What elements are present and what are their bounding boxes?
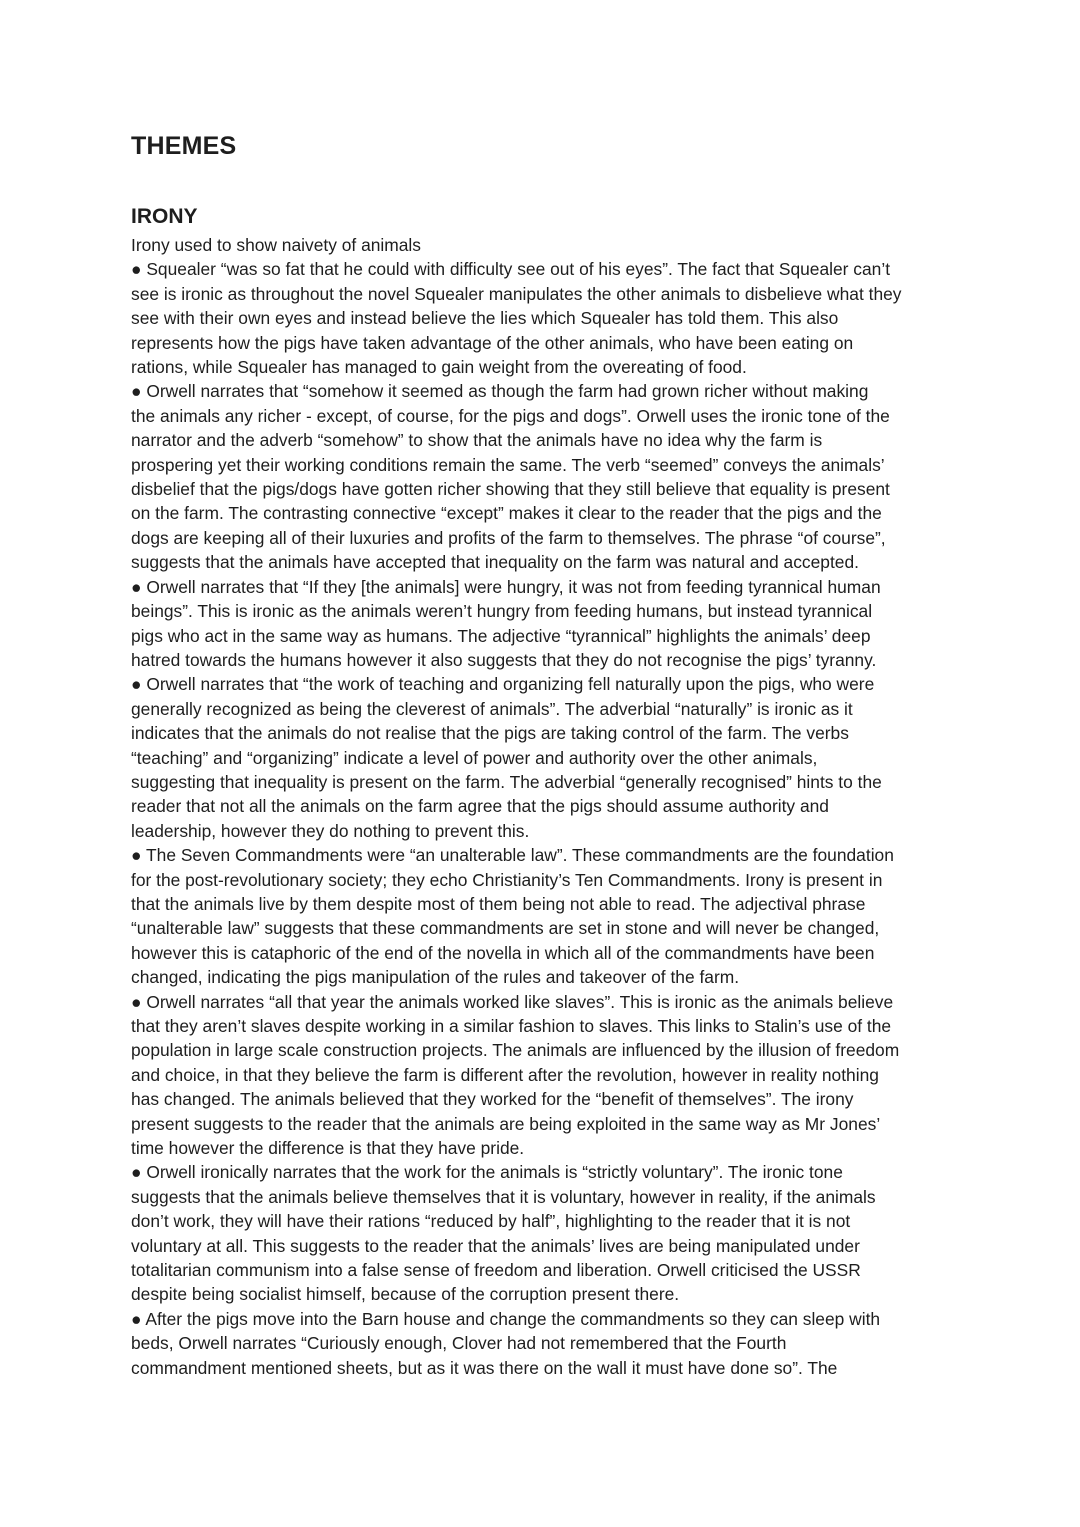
bullet-paragraph xyxy=(131,672,961,843)
paragraph-line: commandment mentioned sheets, but as it was there on the wall it must have done so”. The xyxy=(131,1357,838,1378)
bullet-paragraph xyxy=(131,257,961,379)
paragraph-line: for the post-revolutionary society; they echo Christianity’s Ten Commandments. Irony is present in xyxy=(131,869,883,890)
paragraph-line: that the animals live by them despite most of them being not able to read. The adjectival phrase xyxy=(131,893,866,914)
paragraph-line: represents how the pigs have taken advantage of the other animals, who have been eating on xyxy=(131,332,854,353)
paragraph-line: narrator and the adverb “somehow” to show that the animals have no idea why the farm is xyxy=(131,430,823,451)
section-heading: IRONY xyxy=(131,205,198,228)
paragraph-line: ● Squealer “was so fat that he could with difficulty see out of his eyes”. The fact that Squealer can’t xyxy=(131,259,891,280)
paragraph-line: present suggests to the reader that the animals are being exploited in the same way as Mr Jones’ xyxy=(131,1113,881,1134)
paragraph-line: changed, indicating the pigs manipulation of the rules and takeover of the farm. xyxy=(131,967,740,988)
bullet-paragraph xyxy=(131,1160,961,1306)
paragraph-line: prospering yet their working conditions remain the same. The verb “seemed” conveys the animals’ xyxy=(131,454,885,475)
paragraph-line: rations, while Squealer has managed to gain weight from the overeating of food. xyxy=(131,357,747,378)
paragraph-line: reader that not all the animals on the farm agree that the pigs should assume authority and xyxy=(131,796,829,817)
paragraph-line: pigs who act in the same way as humans. The adjective “tyrannical” highlights the animals’ deep xyxy=(131,625,871,646)
paragraph-line: ● Orwell narrates that “If they [the animals] were hungry, it was not from feeding tyrannical human xyxy=(131,576,881,597)
bullet-paragraph xyxy=(131,575,961,673)
document-title: THEMES xyxy=(131,132,237,160)
paragraph-line: suggesting that inequality is present on the farm. The adverbial “generally recognised” hints to the xyxy=(131,771,882,792)
paragraph-line: population in large scale construction projects. The animals are influenced by the illusion of freedom xyxy=(131,1040,900,1061)
paragraph-line: hatred towards the humans however it also suggests that they do not recognise the pigs’ tyranny. xyxy=(131,649,877,670)
paragraph-line: see with their own eyes and instead believe the lies which Squealer has told them. This also xyxy=(131,308,839,329)
bullet-paragraph xyxy=(131,843,961,989)
paragraph-line: ● Orwell narrates that “the work of teaching and organizing fell naturally upon the pigs, who were xyxy=(131,674,875,695)
paragraph-line: indicates that the animals do not realise that the pigs are taking control of the farm. The verbs xyxy=(131,723,849,744)
paragraph-line: that they aren’t slaves despite working in a similar fashion to slaves. This links to Stalin’s use of the xyxy=(131,1016,892,1036)
paragraph-line: however this is cataphoric of the end of the novella in which all of the commandments have been xyxy=(131,942,875,963)
paragraph-line: totalitarian communism into a false sense of freedom and liberation. Orwell criticised the USSR xyxy=(131,1260,861,1281)
paragraph-line: generally recognized as being the cleverest of animals”. The adverbial “naturally” is ironic as it xyxy=(131,698,853,719)
paragraph-line: don’t work, they will have their rations “reduced by half”, highlighting to the reader that it is not xyxy=(131,1211,851,1232)
bullet-paragraph xyxy=(131,990,961,1161)
paragraph-line: ● Orwell ironically narrates that the work for the animals is “strictly voluntary”. The ironic tone xyxy=(131,1162,843,1183)
paragraph-line: time however the difference is that they have pride. xyxy=(131,1138,525,1159)
paragraph-line: on the farm. The contrasting connective “except” makes it clear to the reader that the pigs and the xyxy=(131,503,882,524)
paragraph-line: suggests that the animals believe themselves that it is voluntary, however in reality, if the animals xyxy=(131,1186,876,1207)
paragraph-line: beings”. This is ironic as the animals weren’t hungry from feeding humans, but instead tyrannical xyxy=(131,601,873,622)
paragraph-line: suggests that the animals have accepted that inequality on the farm was natural and accepted. xyxy=(131,552,859,573)
paragraph-line: and choice, in that they believe the farm is different after the revolution, however in reality nothing xyxy=(131,1064,879,1085)
paragraph-line: has changed. The animals believed that they worked for the “benefit of themselves”. The irony xyxy=(131,1089,854,1110)
paragraph-line: see is ironic as throughout the novel Squealer manipulates the other animals to disbelieve what they xyxy=(131,283,902,304)
paragraph-line: ● The Seven Commandments were “an unalterable law”. These commandments are the foundation xyxy=(131,845,894,866)
paragraph-line: the animals any richer - except, of course, for the pigs and dogs”. Orwell uses the ironic tone of the xyxy=(131,405,890,426)
paragraph-line: ● Orwell narrates that “somehow it seemed as though the farm had grown richer without making xyxy=(131,381,869,402)
section-intro: Irony used to show naivety of animals xyxy=(131,235,421,255)
bullet-paragraph xyxy=(131,1307,961,1380)
paragraph-line: “unalterable law” suggests that these commandments are set in stone and will never be changed, xyxy=(131,918,880,939)
paragraph-line: despite being socialist himself, because of the corruption present there. xyxy=(131,1284,680,1305)
section-irony xyxy=(131,200,961,1380)
paragraph-list xyxy=(131,257,961,1380)
paragraph-line: ● After the pigs move into the Barn house and change the commandments so they can sleep with xyxy=(131,1308,881,1329)
paragraph-line: leadership, however they do nothing to prevent this. xyxy=(131,820,530,841)
paragraph-line: dogs are keeping all of their luxuries and profits of the farm to themselves. The phrase “of course”, xyxy=(131,527,886,548)
paragraph-line: ● Orwell narrates “all that year the animals worked like slaves”. This is ironic as the animals believe xyxy=(131,991,894,1012)
paragraph-line: beds, Orwell narrates “Curiously enough, Clover had not remembered that the Fourth xyxy=(131,1333,787,1354)
paragraph-line: voluntary at all. This suggests to the reader that the animals’ lives are being manipulated under xyxy=(131,1235,860,1256)
bullet-paragraph xyxy=(131,379,961,574)
paragraph-line: “teaching” and “organizing” indicate a level of power and authority over the other animals, xyxy=(131,747,818,768)
paragraph-line: disbelief that the pigs/dogs have gotten richer showing that they still believe that equality is present xyxy=(131,479,890,500)
